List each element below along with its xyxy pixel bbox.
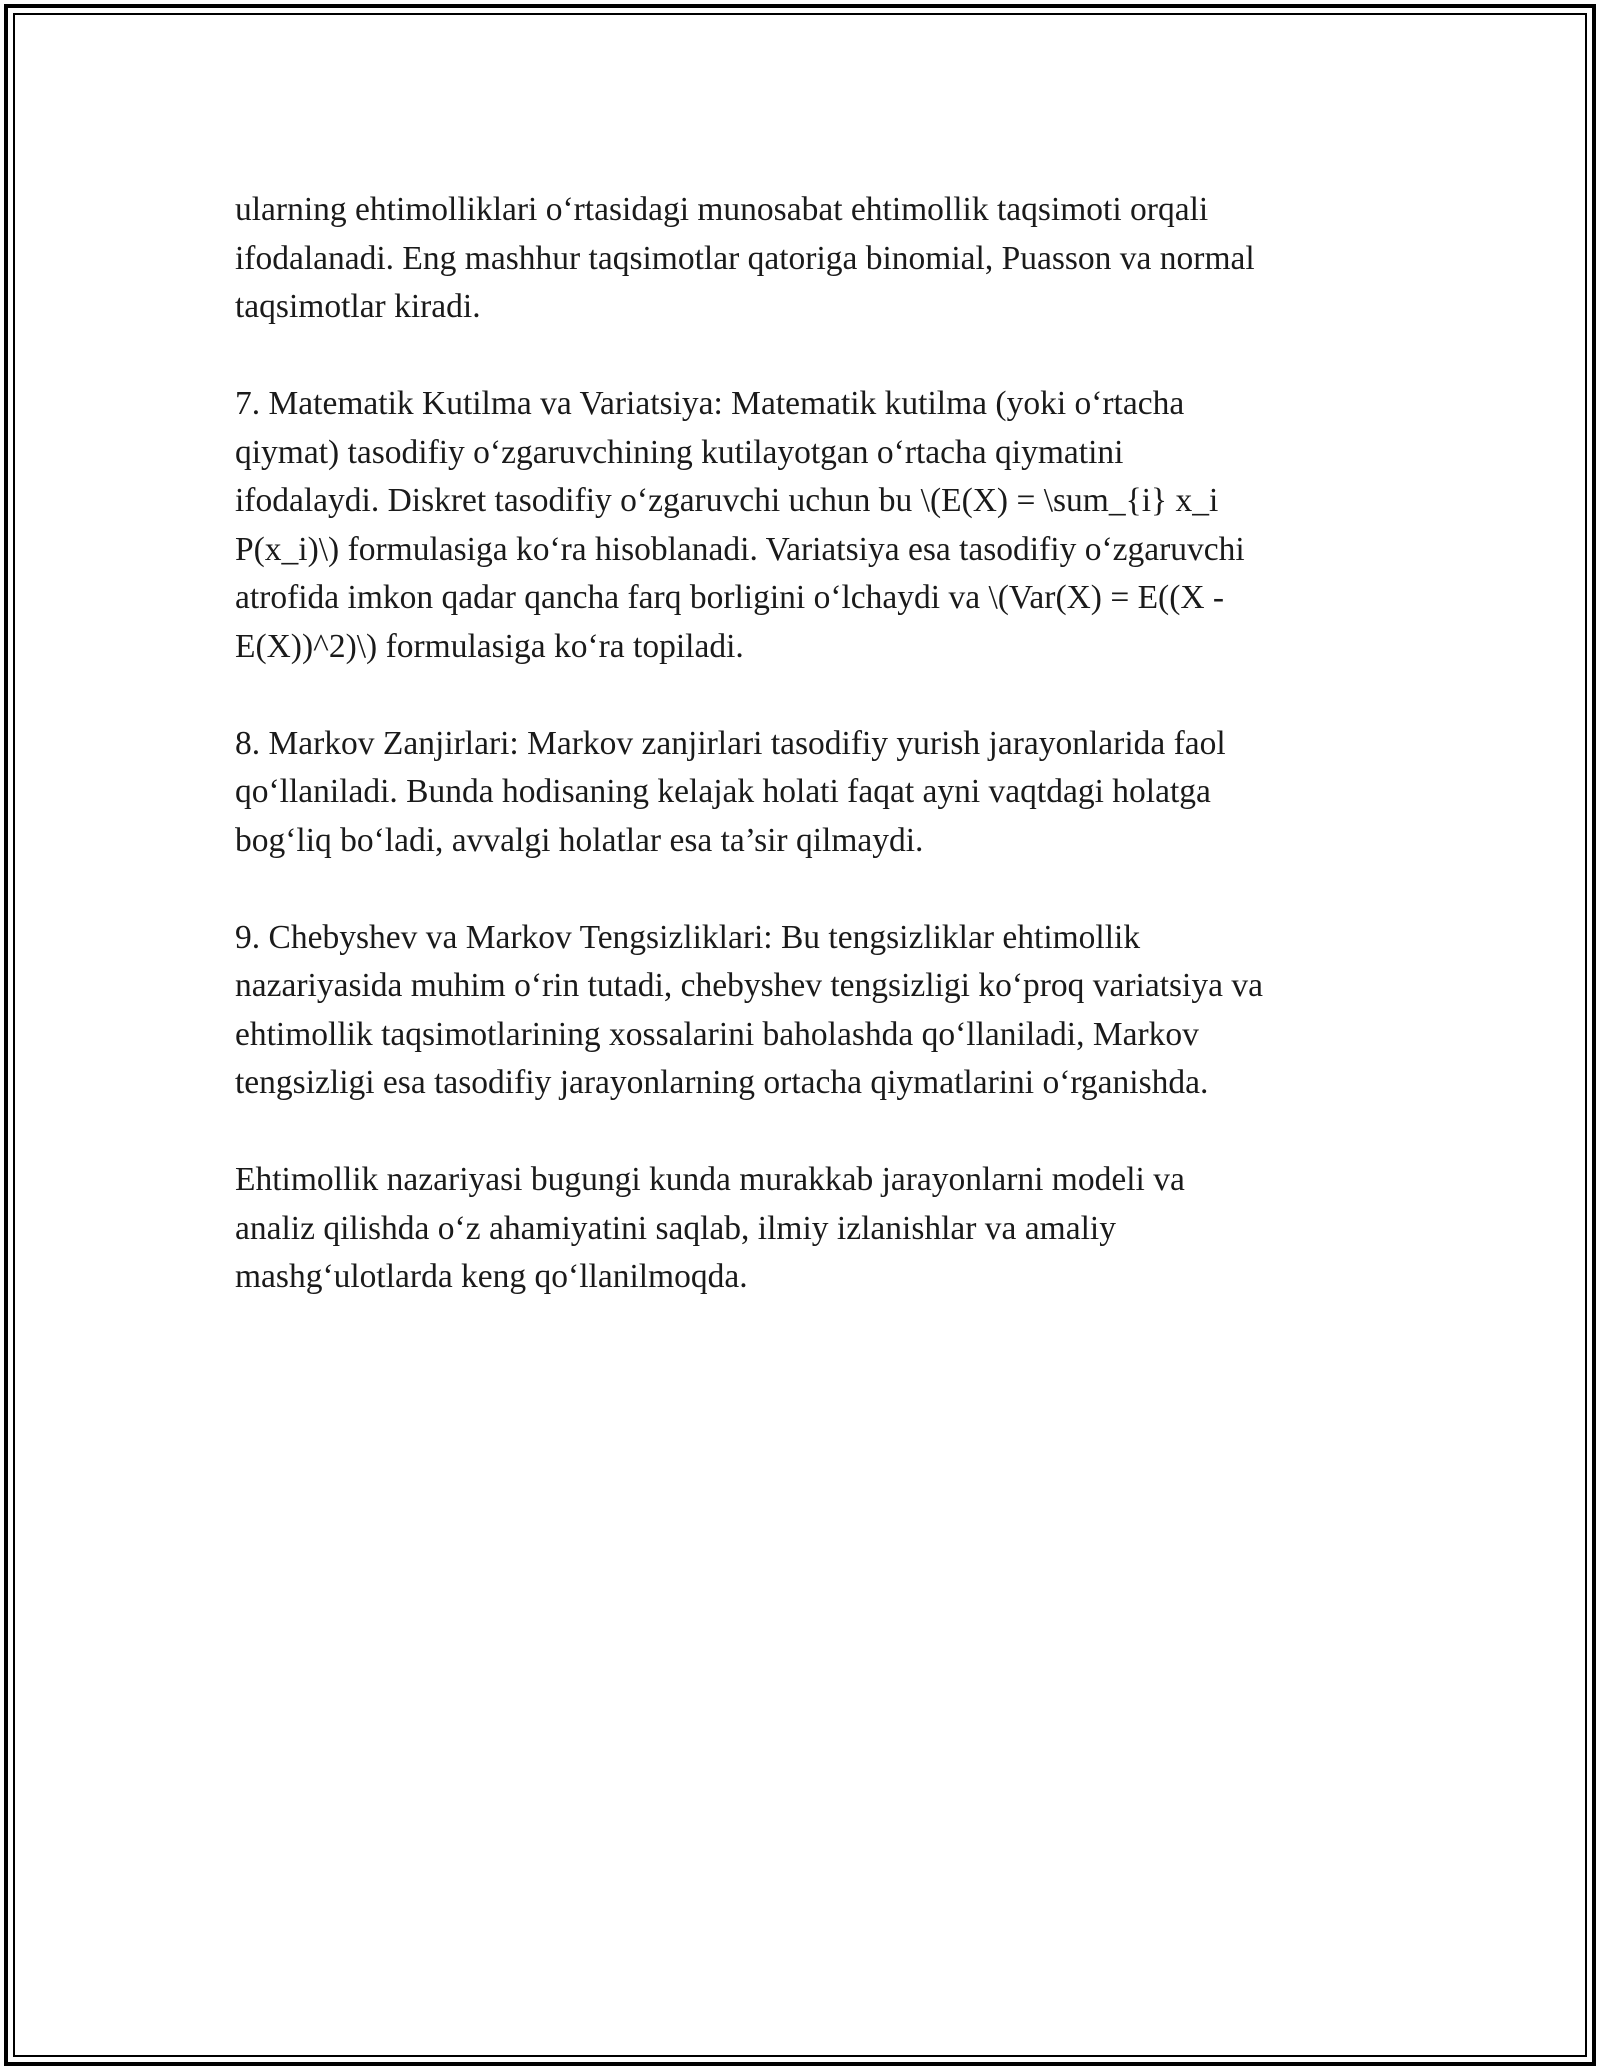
paragraph-conclusion: Ehtimollik nazariyasi bugungi kunda murakkab jarayonlarni modeli va analiz qilishda o‘z ahamiyatini saqlab, ilmiy izlanishlar va amaliy mashg‘ulotlarda keng qo‘llanilmoqda.: [235, 1161, 1185, 1295]
paragraph-expectation-variance: 7. Matematik Kutilma va Variatsiya: Matematik kutilma (yoki o‘rtacha qiymat) tasodifiy o‘zgaruvchining kutilayotgan o‘rtacha qiymatini ifodalaydi. Diskret tasodifiy o‘zgaruvchi uchun bu \(E(X) = \sum_{i} x_i P(x_i)\) formulasiga ko‘ra hisoblanadi. Variatsiya esa tasodifiy o‘zgaruvchi atrofida imkon qadar qancha farq borligini o‘lchaydi va \(Var(X) = E((X - E(X))^2)\) formulasiga ko‘ra topiladi.: [235, 385, 1245, 665]
paragraph-markov-chains: 8. Markov Zanjirlari: Markov zanjirlari tasodifiy yurish jarayonlarida faol qo‘llaniladi. Bunda hodisaning kelajak holati faqat ayni vaqtdagi holatga bog‘liq bo‘ladi, avvalgi holatlar esa ta’sir qilmaydi.: [235, 724, 1226, 859]
paragraph-distribution-continuation: ularning ehtimolliklari o‘rtasidagi munosabat ehtimollik taqsimoti orqali ifodalanadi. Eng mashhur taqsimotlar qatoriga binomial, Puasson va normal taqsimotlar kiradi.: [235, 191, 1255, 325]
document-body: [235, 186, 1370, 1350]
paragraph-chebyshev-markov-inequalities: 9. Chebyshev va Markov Tengsizliklari: Bu tengsizliklar ehtimollik nazariyasida muhim o‘rin tutadi, chebyshev tengsizligi ko‘proq variatsiya va ehtimollik taqsimotlarining xossalarini baholashda qo‘llaniladi, Markov tengsizligi esa tasodifiy jarayonlarning ortacha qiymatlarini o‘rganishda.: [235, 918, 1263, 1101]
